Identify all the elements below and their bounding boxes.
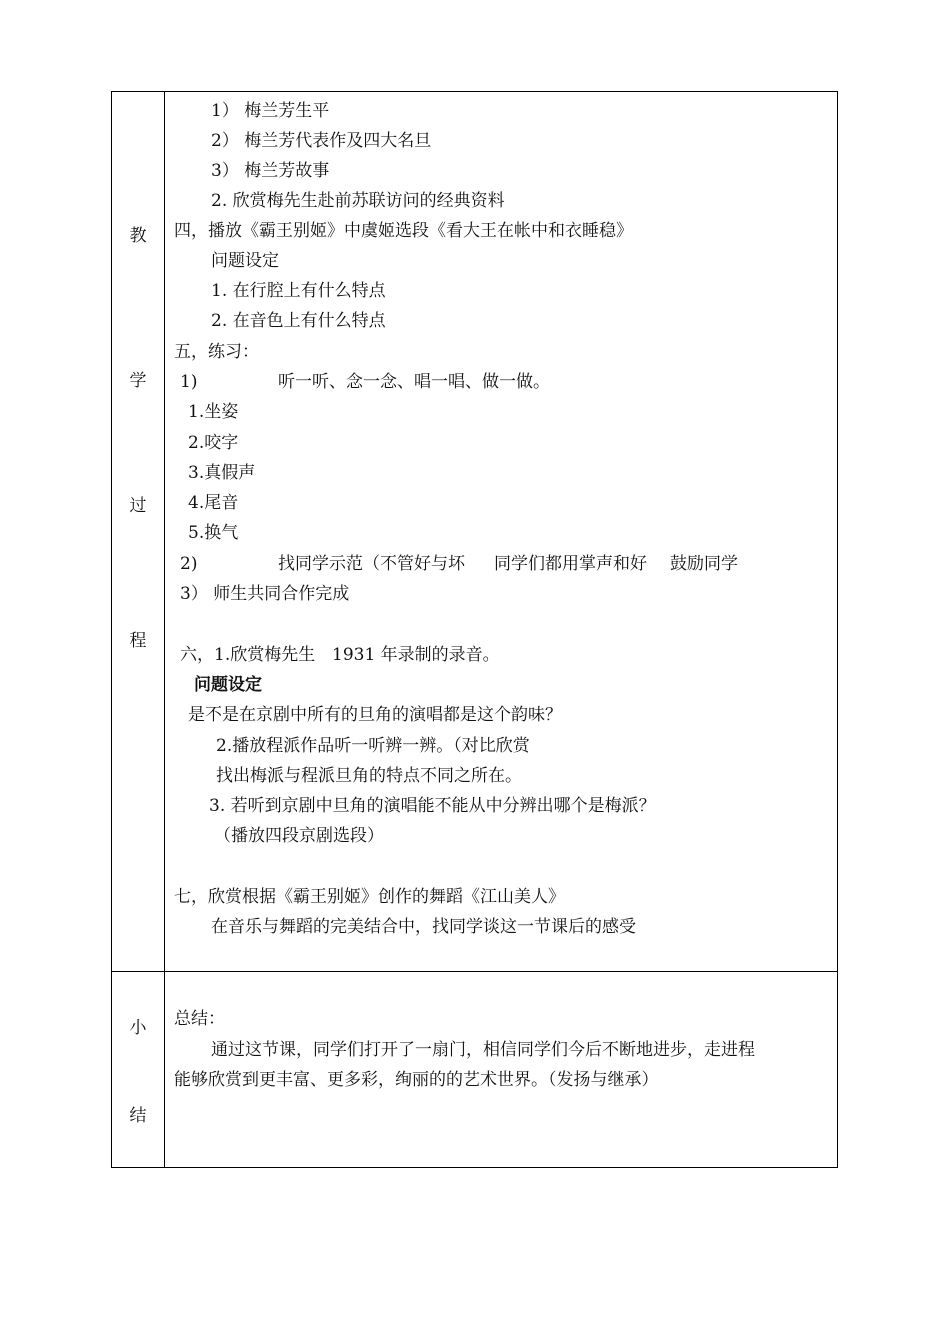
exercise-1-number: 1): [180, 372, 198, 392]
exercise-articulation: 2.咬字: [188, 433, 239, 453]
item-representative-works: 2） 梅兰芳代表作及四大名旦: [211, 131, 432, 151]
exercise-2-number: 2): [180, 554, 198, 574]
exercise-breathing: 5.换气: [188, 523, 239, 543]
item-stories: 3） 梅兰芳故事: [211, 161, 330, 181]
side-label-xue: 学: [129, 371, 147, 391]
exercise-1-text: 听一听、念一念、唱一唱、做一做。: [278, 372, 550, 392]
exercise-sitting: 1.坐姿: [188, 402, 239, 422]
side-label-guo: 过: [129, 496, 147, 516]
row-divider: [112, 971, 837, 972]
side-label-xiao: 小: [129, 1018, 147, 1038]
question-setting-six: 问题设定: [194, 675, 262, 695]
exercise-2-text-a: 找同学示范（不管好与坏: [278, 554, 465, 574]
question-flavor: 是不是在京剧中所有的旦角的演唱都是这个韵味？: [188, 705, 562, 725]
item-meilanfang-life: 1） 梅兰芳生平: [211, 101, 330, 121]
section-six-heading: 六，1.欣赏梅先生: [180, 645, 316, 665]
section-five-heading: 五，练习：: [174, 342, 259, 362]
side-label-jie: 结: [129, 1106, 147, 1126]
side-label-jiao: 教: [129, 226, 147, 246]
section-seven-heading: 七，欣赏根据《霸王别姬》创作的舞蹈《江山美人》: [174, 887, 565, 907]
column-divider: [164, 92, 165, 1167]
exercise-2-text-c: 鼓励同学: [670, 554, 738, 574]
question-setting-label: 问题设定: [211, 251, 279, 271]
question-1: 1. 在行腔上有什么特点: [211, 281, 386, 301]
summary-line-1: 通过这节课，同学们打开了一扇门，相信同学们今后不断地进步，走进程: [211, 1040, 755, 1060]
exercise-ending: 4.尾音: [188, 493, 239, 513]
summary-line-2: 能够欣赏到更丰富、更多彩，绚丽的的艺术世界。（发扬与继承）: [174, 1070, 659, 1090]
item-soviet-visit: 2. 欣赏梅先生赴前苏联访问的经典资料: [211, 191, 505, 211]
section-seven-text: 在音乐与舞蹈的完美结合中，找同学谈这一节课后的感受: [211, 917, 636, 937]
summary-heading: 总结：: [174, 1009, 225, 1029]
exercise-falsetto: 3.真假声: [188, 463, 256, 483]
cheng-school-listening: 2.播放程派作品听一听辨一辨。（对比欣赏: [216, 736, 530, 756]
section-four-heading: 四，播放《霸王别姬》中虞姬选段《看大王在帐中和衣睡稳》: [174, 221, 633, 241]
question-identify-mei: 3. 若听到京剧中旦角的演唱能不能从中分辨出哪个是梅派？: [209, 796, 656, 816]
play-four-excerpts: （播放四段京剧选段）: [214, 826, 384, 846]
recording-1931: 1931 年录制的录音。: [332, 645, 500, 665]
lesson-table: [111, 91, 838, 1168]
exercise-3: 3） 师生共同合作完成: [180, 584, 350, 604]
exercise-2-text-b: 同学们都用掌声和好: [494, 554, 647, 574]
question-2: 2. 在音色上有什么特点: [211, 311, 386, 331]
compare-schools: 找出梅派与程派旦角的特点不同之所在。: [216, 766, 522, 786]
side-label-cheng: 程: [129, 631, 147, 651]
